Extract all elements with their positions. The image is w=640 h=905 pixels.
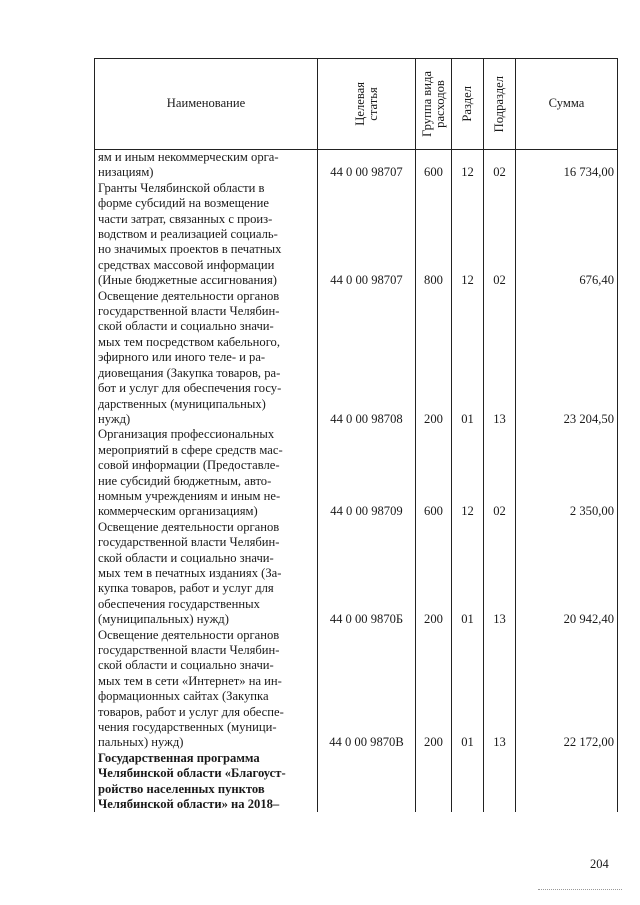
table-row [95, 751, 618, 813]
row-name-line: чения государственных (муници- [98, 720, 277, 735]
row-name-line: ройство населенных пунктов [98, 781, 265, 796]
row-name-line: Освещение деятельности органов [98, 627, 280, 642]
row-subsection: 13 [484, 520, 516, 628]
row-name-line: мых тем в сети «Интернет» на ин- [98, 673, 282, 688]
row-name-line: пальных) нужд) [98, 735, 184, 750]
row-name-line: форме субсидий на возмещение [98, 196, 269, 211]
row-expense-group: 600 [416, 150, 452, 181]
row-subsection: 02 [484, 427, 516, 519]
row-target-article: 44 0 00 98708 [318, 289, 416, 428]
row-name [95, 751, 318, 813]
footer-divider [538, 889, 622, 890]
row-subsection [484, 751, 516, 813]
budget-table [94, 58, 618, 812]
row-name-line: мероприятий в сфере средств мас- [98, 442, 283, 457]
row-expense-group: 200 [416, 289, 452, 428]
row-name-line: ние субсидий бюджетным, авто- [98, 473, 272, 488]
table-header-row [95, 59, 618, 150]
row-name-line: государственной власти Челябин- [98, 535, 280, 550]
row-expense-group: 200 [416, 628, 452, 751]
row-expense-group: 200 [416, 520, 452, 628]
row-target-article: 44 0 00 98709 [318, 427, 416, 519]
row-name-line: (муниципальных) нужд) [98, 612, 229, 627]
row-name-line: водством и реализацией социаль- [98, 227, 278, 242]
row-name [95, 427, 318, 519]
row-section: 01 [452, 289, 484, 428]
row-name-line: низациям) [98, 165, 154, 180]
table-row [95, 181, 618, 289]
row-sum: 2 350,00 [516, 427, 618, 519]
row-name-line: Гранты Челябинской области в [98, 180, 265, 195]
row-name-line: совой информации (Предоставле- [98, 458, 280, 473]
row-name-line: Освещение деятельности органов [98, 519, 280, 534]
row-name-line: обеспечения государственных [98, 596, 260, 611]
row-section: 12 [452, 427, 484, 519]
row-name-line: бот и услуг для обеспечения госу- [98, 381, 282, 396]
row-name [95, 289, 318, 428]
row-subsection: 02 [484, 181, 516, 289]
row-name-line: дарственных (муниципальных) [98, 396, 266, 411]
row-name-line: коммерческим организациям) [98, 504, 258, 519]
table-row [95, 289, 618, 428]
row-sum: 676,40 [516, 181, 618, 289]
row-target-article: 44 0 00 9870В [318, 628, 416, 751]
row-name-line: Челябинской области «Благоуст- [98, 766, 286, 781]
row-name-line: Освещение деятельности органов [98, 288, 280, 303]
row-name-line: формационных сайтах (Закупка [98, 689, 269, 704]
row-subsection: 13 [484, 628, 516, 751]
row-name-line: Организация профессиональных [98, 427, 275, 442]
row-name [95, 181, 318, 289]
row-name-line: государственной власти Челябин- [98, 304, 280, 319]
row-name-line: государственной власти Челябин- [98, 643, 280, 657]
row-expense-group: 800 [416, 181, 452, 289]
row-sum: 16 734,00 [516, 150, 618, 181]
row-expense-group [416, 751, 452, 813]
row-subsection: 02 [484, 150, 516, 181]
table-row [95, 520, 618, 628]
row-name-line: номным учреждениям и иным не- [98, 488, 281, 503]
row-name-line: (Иные бюджетные ассигнования) [98, 273, 277, 288]
header-sum: Сумма [516, 59, 618, 150]
table-row [95, 427, 618, 519]
row-name-line: нужд) [98, 411, 131, 426]
row-sum: 23 204,50 [516, 289, 618, 428]
row-name [95, 150, 318, 181]
row-subsection: 13 [484, 289, 516, 428]
row-name-line: ям и иным некоммерческим орга- [98, 150, 279, 164]
row-name-line: Государственная программа [98, 750, 260, 765]
row-section: 12 [452, 181, 484, 289]
row-name-line: но значимых проектов в печатных [98, 242, 282, 257]
row-name [95, 520, 318, 628]
row-name-line: части затрат, связанных с произ- [98, 211, 273, 226]
table-row [95, 150, 618, 181]
row-section: 01 [452, 628, 484, 751]
row-name [95, 628, 318, 751]
row-name-line: Челябинской области» на 2018– [98, 797, 280, 812]
header-name: Наименование [95, 59, 318, 150]
row-name-line: ской области и социально значи- [98, 550, 274, 565]
row-target-article: 44 0 00 9870Б [318, 520, 416, 628]
row-target-article [318, 751, 416, 813]
row-section [452, 751, 484, 813]
row-sum: 22 172,00 [516, 628, 618, 751]
table-body [95, 150, 618, 813]
row-sum [516, 751, 618, 813]
header-section: Раздел [452, 59, 484, 150]
table-row [95, 628, 618, 751]
row-name-line: мых тем посредством кабельного, [98, 334, 280, 349]
row-sum: 20 942,40 [516, 520, 618, 628]
row-expense-group: 600 [416, 427, 452, 519]
header-target-article: Целевая статья [318, 59, 416, 150]
row-name-line: ской области и социально значи- [98, 658, 274, 673]
row-name-line: диовещания (Закупка товаров, ра- [98, 365, 281, 380]
header-expense-group: Группа вида расходов [416, 59, 452, 150]
header-subsection: Подраздел [484, 59, 516, 150]
row-name-line: ской области и социально значи- [98, 319, 274, 334]
row-name-line: мых тем в печатных изданиях (За- [98, 565, 282, 580]
page-number: 204 [590, 857, 609, 871]
row-section: 01 [452, 520, 484, 628]
row-section: 12 [452, 150, 484, 181]
row-name-line: купка товаров, работ и услуг для [98, 581, 274, 596]
row-name-line: товаров, работ и услуг для обеспе- [98, 704, 284, 719]
row-target-article: 44 0 00 98707 [318, 150, 416, 181]
row-name-line: эфирного или иного теле- и ра- [98, 350, 266, 365]
row-name-line: средствах массовой информации [98, 257, 275, 272]
row-target-article: 44 0 00 98707 [318, 181, 416, 289]
